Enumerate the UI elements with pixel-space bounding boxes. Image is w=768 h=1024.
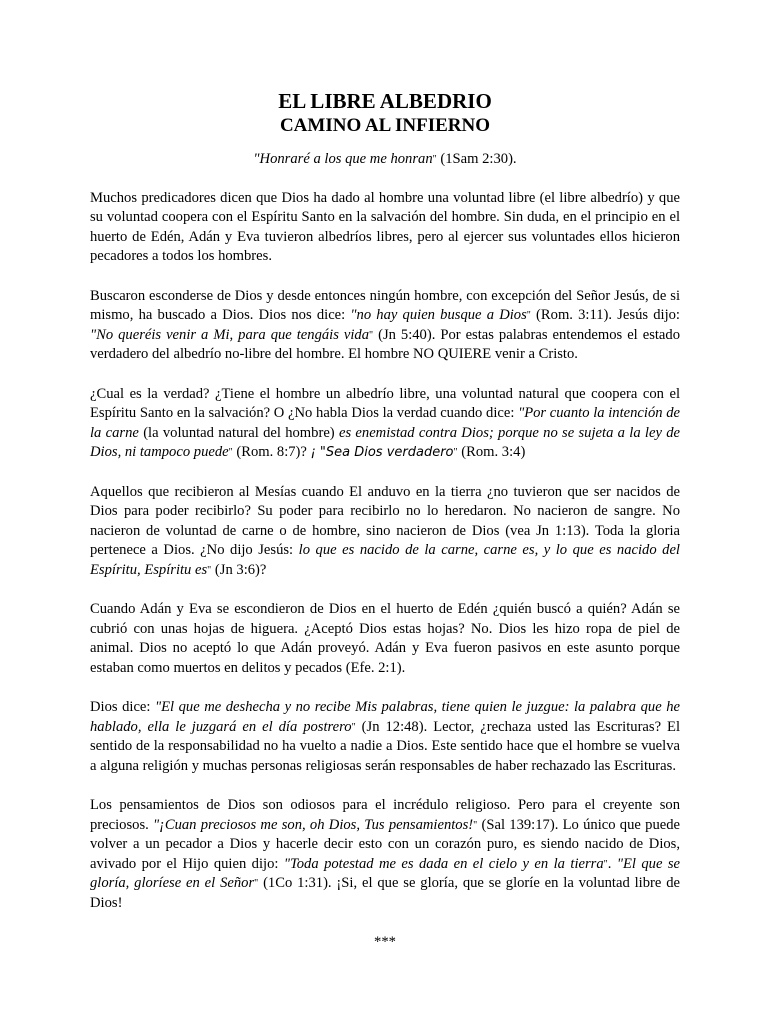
scripture-quote: lo que es nacido de la carne, carne es, y lo que es nacido del Espíritu, Espíritu es xyxy=(90,542,680,578)
scripture-quote: "El que se gloría, gloríese en el Señor xyxy=(90,855,681,892)
text: ¿Cual es la verdad? ¿Tiene el hombre un albedrío libre, una voluntad natural que coopera con el Espíritu Santo en la salvación? O ¿No habla Dios la verdad cuando dice: xyxy=(90,385,680,422)
scripture-quote: "No queréis venir a Mi, para que tengáis vida xyxy=(90,326,370,343)
text: (Rom. 3:11). Jesús dijo: xyxy=(530,307,680,324)
quote-mark: " xyxy=(207,564,212,576)
text: (Jn 12:48). Lector, ¿rechaza usted las Escrituras? El sentido de la responsabilidad no ha vuelto a nadie a Dios. Este sentido hace que el hombre se vuelva a alguna religión y muchas personas religiosas serán responsables de haber rechazado las Escrituras. xyxy=(90,718,681,774)
text: (Jn 3:6)? xyxy=(211,561,267,578)
document-page xyxy=(90,88,680,953)
scripture-quote: "¡Cuan preciosos me son, oh Dios, Tus pensamientos! xyxy=(153,816,474,833)
paragraph-4 xyxy=(90,483,680,581)
paragraph-3 xyxy=(90,385,680,463)
epigraph-ref: (1Sam 2:30). xyxy=(436,151,517,167)
text: Muchos predicadores dicen que Dios ha dado al hombre una voluntad libre (el libre albedrío) y que su voluntad coopera con el Espíritu Santo en la salvación del hombre. Sin duda, en el principio en el huerto de Edén, Adán y Eva tuvieron albedríos libres, pero al ejercer sus voluntades ellos hicieron pecadores a todos los hombres. xyxy=(90,189,680,265)
text: . xyxy=(607,855,617,872)
text: Buscaron esconderse de Dios y desde entonces ningún hombre, con excepción del Señor Jesús, de si mismo, ha buscado a Dios. Dios nos dice: xyxy=(90,287,680,324)
epigraph xyxy=(90,150,680,170)
scripture-quote: "El que me deshecha y no recibe Mis palabras, tiene quien le juzgue: la palabra que he hablado, ella le juzgará en el día postrero xyxy=(90,699,680,735)
quote-mark: " xyxy=(351,721,356,733)
scripture-quote: ¡ "Sea Dios verdadero xyxy=(310,445,454,461)
text: (Rom. 8:7)? xyxy=(232,444,311,461)
text: Cuando Adán y Eva se escondieron de Dios en el huerto de Edén ¿quién buscó a quién? Adán se cubrió con unas hojas de higuera. ¿Aceptó Dios estas hojas? No. Dios les hizo ropa de piel de animal. Dios no aceptó lo que Adán proveyó. Adán y Eva fueron pasivos en este asunto porque estaban como muertos en delitos y pecados (Efe. 2:1). xyxy=(90,601,680,676)
epigraph-quote: "Honraré a los que me honran xyxy=(253,151,433,167)
quote-mark: " xyxy=(228,447,233,459)
section-separator: *** xyxy=(374,934,396,951)
quote-mark: " xyxy=(432,154,437,165)
paragraph-1 xyxy=(90,189,680,267)
text: Aquellos que recibieron al Mesías cuando El anduvo en la tierra ¿no tuvieron que ser nacidos de Dios para poder recibirlo? Su poder para recibirlo no lo heredaron. No nacieron de sangre. No nacieron de voluntad de carne o de hombre, sino nacieron de Dios (vea Jn 1:13). Toda la gloria pertenece a Dios. ¿No dijo Jesús: xyxy=(90,483,680,559)
scripture-quote: "Toda potestad me es dada en el cielo y en la tierra xyxy=(283,855,604,872)
quote-mark: " xyxy=(369,329,374,341)
quote-mark: " xyxy=(473,819,478,831)
text: Los pensamientos de Dios son odiosos para el incrédulo religioso. Pero para el creyente son preciosos. xyxy=(90,797,680,833)
text: (1Co 1:31). ¡Si, el que se gloría, que se gloríe en la voluntad libre de Dios! xyxy=(90,875,680,911)
paragraph-5 xyxy=(90,600,680,678)
scripture-quote: "Por cuanto la intención de la carne xyxy=(90,405,681,441)
quote-mark: " xyxy=(603,858,608,870)
text: (Jn 5:40). Por estas palabras entendemos el estado verdadero del albedrío no-libre del hombre. El hombre NO QUIERE venir a Cristo. xyxy=(90,326,680,363)
text: (Rom. 3:4) xyxy=(457,444,526,461)
text: (Sal 139:17). Lo único que puede volver a un pecador a Dios y hacerle decir esto con un corazón puro, es siendo nacido de Dios, avivado por el Hijo quien dijo: xyxy=(90,816,680,872)
scripture-quote: es enemistad contra Dios; porque no se sujeta a la ley de Dios, ni tampoco puede xyxy=(90,424,681,461)
text: Dios dice: xyxy=(90,699,155,716)
quote-mark: " xyxy=(526,310,531,322)
document-subtitle: CAMINO AL INFIERNO xyxy=(279,115,491,136)
document-title: EL LIBRE ALBEDRIO xyxy=(278,89,492,113)
scripture-quote: "no hay quien busque a Dios xyxy=(350,307,527,324)
text: (la voluntad natural del hombre) xyxy=(138,424,339,441)
quote-mark: " xyxy=(254,878,259,890)
quote-mark: " xyxy=(453,447,458,459)
paragraph-7 xyxy=(90,796,680,914)
paragraph-2 xyxy=(90,287,680,365)
paragraph-6 xyxy=(90,698,680,776)
